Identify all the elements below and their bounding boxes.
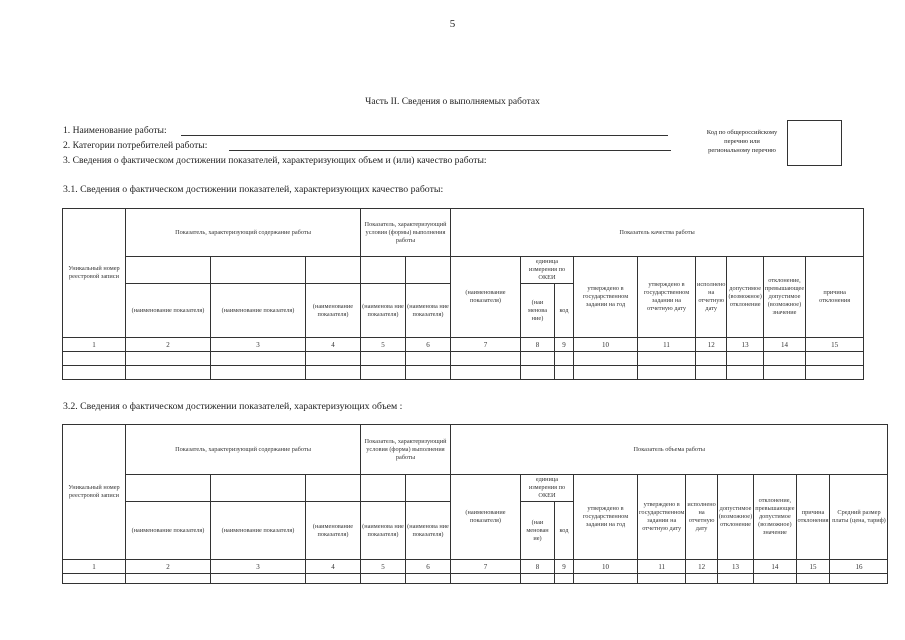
unit-code-header: код xyxy=(555,284,574,338)
col-num: 10 xyxy=(574,338,638,352)
col-num: 8 xyxy=(521,560,555,574)
section-31-heading: 3.1. Сведения о фактическом достижении показателей, характеризующих качество работы: xyxy=(63,184,444,195)
okved-label-line1: Код по общероссийскому xyxy=(706,129,778,136)
col-num: 6 xyxy=(406,560,451,574)
content-name-1: (наименование показателя) xyxy=(126,502,211,560)
okved-label-line3: региональному перечню xyxy=(708,147,776,154)
col-num: 13 xyxy=(717,560,753,574)
col-num: 5 xyxy=(361,560,406,574)
okved-code-box[interactable] xyxy=(787,120,842,166)
col-num: 4 xyxy=(306,338,361,352)
allowed-deviation-header: допустимое (возможное) отклонение xyxy=(727,257,763,338)
col-num: 9 xyxy=(555,560,574,574)
quality-indicator-header: Показатель качества работы xyxy=(451,209,864,257)
deviation-exceeding-header: отклонение, превышающее допустимое (возможное) значение xyxy=(763,257,805,338)
approved-year-header: утверждено в государственном задании на год xyxy=(574,257,638,338)
content-subcell-3 xyxy=(306,257,361,284)
col-num: 13 xyxy=(727,338,763,352)
conditions-subcell-2 xyxy=(406,475,451,502)
section-32-heading: 3.2. Сведения о фактическом достижении показателей, характеризующих объем : xyxy=(63,401,403,412)
col-num: 6 xyxy=(406,338,451,352)
part-title: Часть II. Сведения о выполняемых работах xyxy=(365,97,540,107)
unique-number-header: Уникальный номер реестровой записи xyxy=(63,425,126,560)
col-num: 1 xyxy=(63,338,126,352)
col-num: 16 xyxy=(830,560,888,574)
facts-label: 3. Сведения о фактическом достижении показателей, характеризующих объем и (или) качество работы: xyxy=(63,155,487,166)
content-name-2: (наименование показателя) xyxy=(211,284,306,338)
conditions-name-2: (наименова ние показателя) xyxy=(406,284,451,338)
content-name-2: (наименование показателя) xyxy=(211,502,306,560)
col-num: 2 xyxy=(126,560,211,574)
col-num: 2 xyxy=(126,338,211,352)
work-name-underline[interactable] xyxy=(181,135,668,136)
okved-label xyxy=(700,128,784,155)
approved-year-header: утверждено в государственном задании на год xyxy=(574,475,638,560)
page-number: 5 xyxy=(449,18,456,30)
okved-label-line2: перечню или xyxy=(724,138,760,145)
unit-name-header: (наи менова ние) xyxy=(521,284,555,338)
indicator-name-header: (наименование показателя) xyxy=(451,475,521,560)
col-num: 11 xyxy=(638,338,696,352)
table-row xyxy=(63,352,864,366)
col-num: 11 xyxy=(638,560,686,574)
table-row xyxy=(63,574,888,584)
col-num: 14 xyxy=(763,338,805,352)
col-num: 7 xyxy=(451,338,521,352)
content-subcell-2 xyxy=(211,257,306,284)
conditions-name-2: (наименова ние показателя) xyxy=(406,502,451,560)
unit-code-header: код xyxy=(555,502,574,560)
volume-indicator-header: Показатель объема работы xyxy=(451,425,888,475)
content-name-3: (наименование показателя) xyxy=(306,502,361,560)
col-num: 4 xyxy=(306,560,361,574)
col-num: 3 xyxy=(211,560,306,574)
deviation-reason-header: причина отклонения xyxy=(796,475,830,560)
unit-name-header: (наи менован ие) xyxy=(521,502,555,560)
content-subcell-1 xyxy=(126,257,211,284)
col-num: 12 xyxy=(696,338,727,352)
col-num: 15 xyxy=(806,338,864,352)
conditions-name-1: (наименова ние показателя) xyxy=(361,502,406,560)
conditions-subcell-1 xyxy=(361,257,406,284)
content-subcell-3 xyxy=(306,475,361,502)
col-num: 7 xyxy=(451,560,521,574)
approved-date-header: утверждено в государственном задании на отчетную дату xyxy=(638,475,686,560)
col-num: 5 xyxy=(361,338,406,352)
unit-okei-header: единица измерения по ОКЕИ xyxy=(521,257,574,284)
quality-table xyxy=(62,208,864,380)
executed-header: исполнено на отчетную дату xyxy=(696,257,727,338)
volume-table xyxy=(62,424,888,584)
unit-okei-header: единица измерения по ОКЕИ xyxy=(521,475,574,502)
approved-date-header: утверждено в государственном задании на отчетную дату xyxy=(638,257,696,338)
col-num: 9 xyxy=(555,338,574,352)
deviation-exceeding-header: отклонение, превышающее допустимое (возможное) значение xyxy=(754,475,796,560)
col-num: 12 xyxy=(686,560,717,574)
consumers-underline[interactable] xyxy=(229,150,671,151)
avg-price-header: Средний размер платы (цена, тариф) xyxy=(830,475,888,560)
conditions-indicator-header: Показатель, характеризующий условия (формы) выполнения работы xyxy=(361,209,451,257)
conditions-subcell-1 xyxy=(361,475,406,502)
content-name-1: (наименование показателя) xyxy=(126,284,211,338)
col-num: 1 xyxy=(63,560,126,574)
indicator-name-header: (наименование показателя) xyxy=(451,257,521,338)
conditions-subcell-2 xyxy=(406,257,451,284)
executed-header: исполнено на отчетную дату xyxy=(686,475,717,560)
conditions-indicator-header: Показатель, характеризующий условия (форма) выполнения работы xyxy=(361,425,451,475)
unique-number-header: Уникальный номер реестровой записи xyxy=(63,209,126,338)
work-name-label: 1. Наименование работы: xyxy=(63,125,167,136)
col-num: 3 xyxy=(211,338,306,352)
deviation-reason-header: причина отклонения xyxy=(806,257,864,338)
col-num: 14 xyxy=(754,560,796,574)
col-num: 8 xyxy=(521,338,555,352)
content-subcell-1 xyxy=(126,475,211,502)
content-indicator-header: Показатель, характеризующий содержание работы xyxy=(126,209,361,257)
content-subcell-2 xyxy=(211,475,306,502)
allowed-deviation-header: допустимое (возможное) отклонение xyxy=(717,475,753,560)
consumers-label: 2. Категории потребителей работы: xyxy=(63,140,208,151)
col-num: 15 xyxy=(796,560,830,574)
table-row xyxy=(63,366,864,380)
conditions-name-1: (наименова ние показателя) xyxy=(361,284,406,338)
col-num: 10 xyxy=(574,560,638,574)
content-indicator-header: Показатель, характеризующий содержание работы xyxy=(126,425,361,475)
content-name-3: (наименование показателя) xyxy=(306,284,361,338)
